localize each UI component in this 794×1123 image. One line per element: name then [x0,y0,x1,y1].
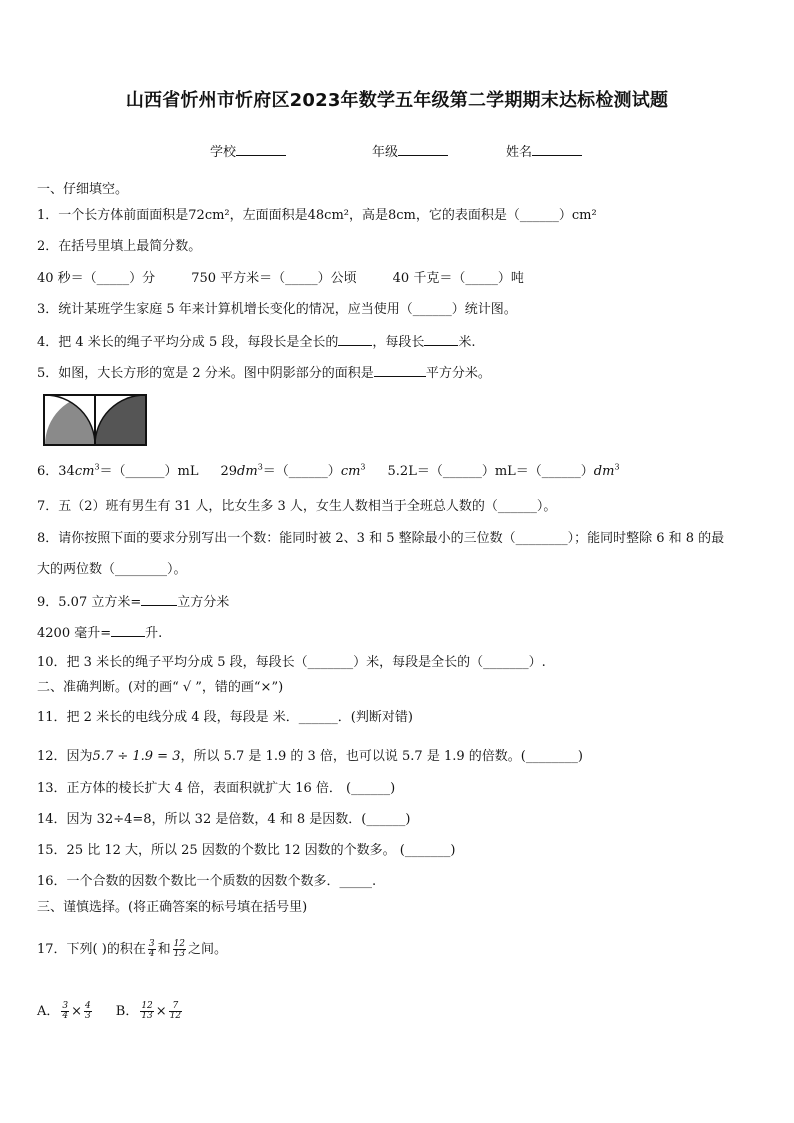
figure-svg [43,394,149,446]
answer-blank[interactable] [338,333,372,346]
grade-blank[interactable] [398,143,448,156]
question-4-text-c: 米. [458,335,476,350]
question-14: 14．因为 32÷4=8，所以 32 是倍数，4 和 8 是因数．(______) [37,812,411,827]
question-4-text-b: ，每段长 [372,335,425,350]
option-a-label: A． [37,1004,60,1019]
question-9a-text: 9．5.07 立方米= [37,595,142,610]
option-b-label: B． [115,1004,139,1019]
cube-exponent: 3 [360,462,366,472]
question-6b-unit: dm [237,464,258,479]
question-12 [37,749,583,765]
question-2c: 40 千克＝（_____）吨 [392,271,524,286]
school-label: 学校 [210,145,237,160]
option-a[interactable] [37,1001,94,1021]
question-5-text-a: 5．如图，大长方形的宽是 2 分米。图中阴影部分的面积是 [37,366,374,381]
fraction-4-3 [84,1002,92,1021]
question-16: 16．一个合数的因数个数比一个质数的因数个数多．_____. [37,874,377,889]
fraction-denominator: 3 [85,1011,91,1021]
question-9b-unit: 升. [145,626,163,641]
question-17-text-mid: 和 [157,942,171,957]
fraction-12-13 [173,940,186,959]
fraction-numerator: 12 [141,1001,153,1011]
question-6a-rest: ＝（______）mL [99,464,199,479]
question-8-line-1: 8．请你按照下面的要求分别写出一个数：能同时被 2、3 和 5 整除最小的三位数（________）；能同时整除 6 和 8 的最 [37,531,725,546]
grade-label: 年级 [372,145,399,160]
cube-exponent: 3 [257,462,263,472]
name-blank[interactable] [532,143,582,156]
question-12-text-a: 12．因为 [37,749,93,764]
shaded-quarter-circles-figure [43,394,149,446]
answer-blank[interactable] [111,624,145,637]
question-6a-unit: cm [74,464,95,479]
answer-blank[interactable] [141,593,177,606]
question-4 [37,333,476,351]
name-field [506,141,582,160]
question-6c-unit: dm [593,464,615,479]
grade-field [372,141,448,160]
section-1-heading: 一、仔细填空。 [37,182,129,197]
question-9b [37,624,162,642]
fraction-denominator: 4 [148,949,155,959]
question-6c: 5.2L＝（______）mL＝（______） [387,464,594,479]
school-blank[interactable] [236,143,286,156]
section-2-heading: 二、准确判断。(对的画“ √ ”，错的画“×”) [37,680,284,695]
cube-exponent: 3 [614,462,620,472]
question-7: 7．五（2）班有男生有 31 人，比女生多 3 人，女生人数相当于全班总人数的（______）。 [37,499,557,514]
question-9b-text: 4200 毫升= [37,626,112,641]
question-2a: 40 秒＝（_____）分 [37,271,156,286]
question-17-text-a: 17．下列( )的积在 [37,942,146,957]
option-b[interactable] [115,1001,184,1021]
fraction-12-13 [140,1002,153,1021]
fraction-3-4 [61,1002,69,1021]
fraction-numerator: 3 [62,1001,69,1011]
fraction-numerator: 4 [85,1001,91,1011]
question-6a-num: 6．34 [37,464,75,479]
question-3: 3．统计某班学生家庭 5 年来计算机增长变化的情况，应当使用（______）统计图。 [37,302,517,317]
fraction-numerator: 12 [173,939,186,949]
fraction-denominator: 13 [173,949,186,959]
question-12-expression: 5.7 ÷ 1.9 = 3 [92,749,181,764]
question-17 [37,938,227,962]
fraction-3-4 [148,940,156,959]
question-15: 15．25 比 12 大，所以 25 因数的个数比 12 因数的个数多。 (_______) [37,843,456,858]
fraction-7-12 [169,1002,182,1021]
name-label: 姓名 [506,145,533,160]
fraction-denominator: 13 [141,1011,153,1021]
answer-blank[interactable] [374,364,426,377]
question-12-text-b: ，所以 5.7 是 1.9 的 3 倍，也可以说 5.7 是 1.9 的倍数。(________) [180,749,583,764]
question-2-parts [37,271,524,287]
cube-exponent: 3 [94,462,100,472]
question-6b-rest: ＝（______） [262,464,341,479]
question-5 [37,364,491,382]
fraction-numerator: 3 [148,939,155,949]
question-13: 13．正方体的棱长扩大 4 倍，表面积就扩大 16 倍． (______) [37,781,396,796]
question-17-text-end: 之间。 [188,942,228,957]
fraction-denominator: 12 [169,1011,182,1021]
times-sign: × [71,1004,83,1019]
page-title: 山西省忻州市忻府区2023年数学五年级第二学期期末达标检测试题 [125,90,669,111]
question-4-text-a: 4．把 4 米长的绳子平均分成 5 段，每段长是全长的 [37,335,339,350]
question-10: 10．把 3 米长的绳子平均分成 5 段，每段长（_______）米，每段是全长的（_______）. [37,655,546,670]
question-17-options [37,1000,184,1024]
question-1: 1．一个长方体前面面积是72cm²，左面面积是48cm²，高是8cm，它的表面积是（______）cm² [37,208,597,223]
question-2b: 750 平方米＝（_____）公顷 [191,271,357,286]
answer-blank[interactable] [424,333,458,346]
question-6 [37,464,620,480]
question-9a-unit: 立方分米 [177,595,230,610]
question-6b-num: 29 [220,464,238,479]
question-9a [37,593,229,611]
question-6b-unit2: cm [340,464,361,479]
school-field [210,141,286,160]
times-sign: × [155,1004,167,1019]
question-2: 2．在括号里填上最简分数。 [37,239,202,254]
fraction-numerator: 7 [169,1002,182,1012]
question-11: 11．把 2 米长的电线分成 4 段，每段是 米．______．(判断对错) [37,710,413,725]
fraction-denominator: 4 [62,1011,69,1021]
question-8-line-2: 大的两位数（________）。 [37,562,187,577]
section-3-heading: 三、谨慎选择。(将正确答案的标号填在括号里) [37,900,308,915]
question-5-text-b: 平方分米。 [425,366,491,381]
